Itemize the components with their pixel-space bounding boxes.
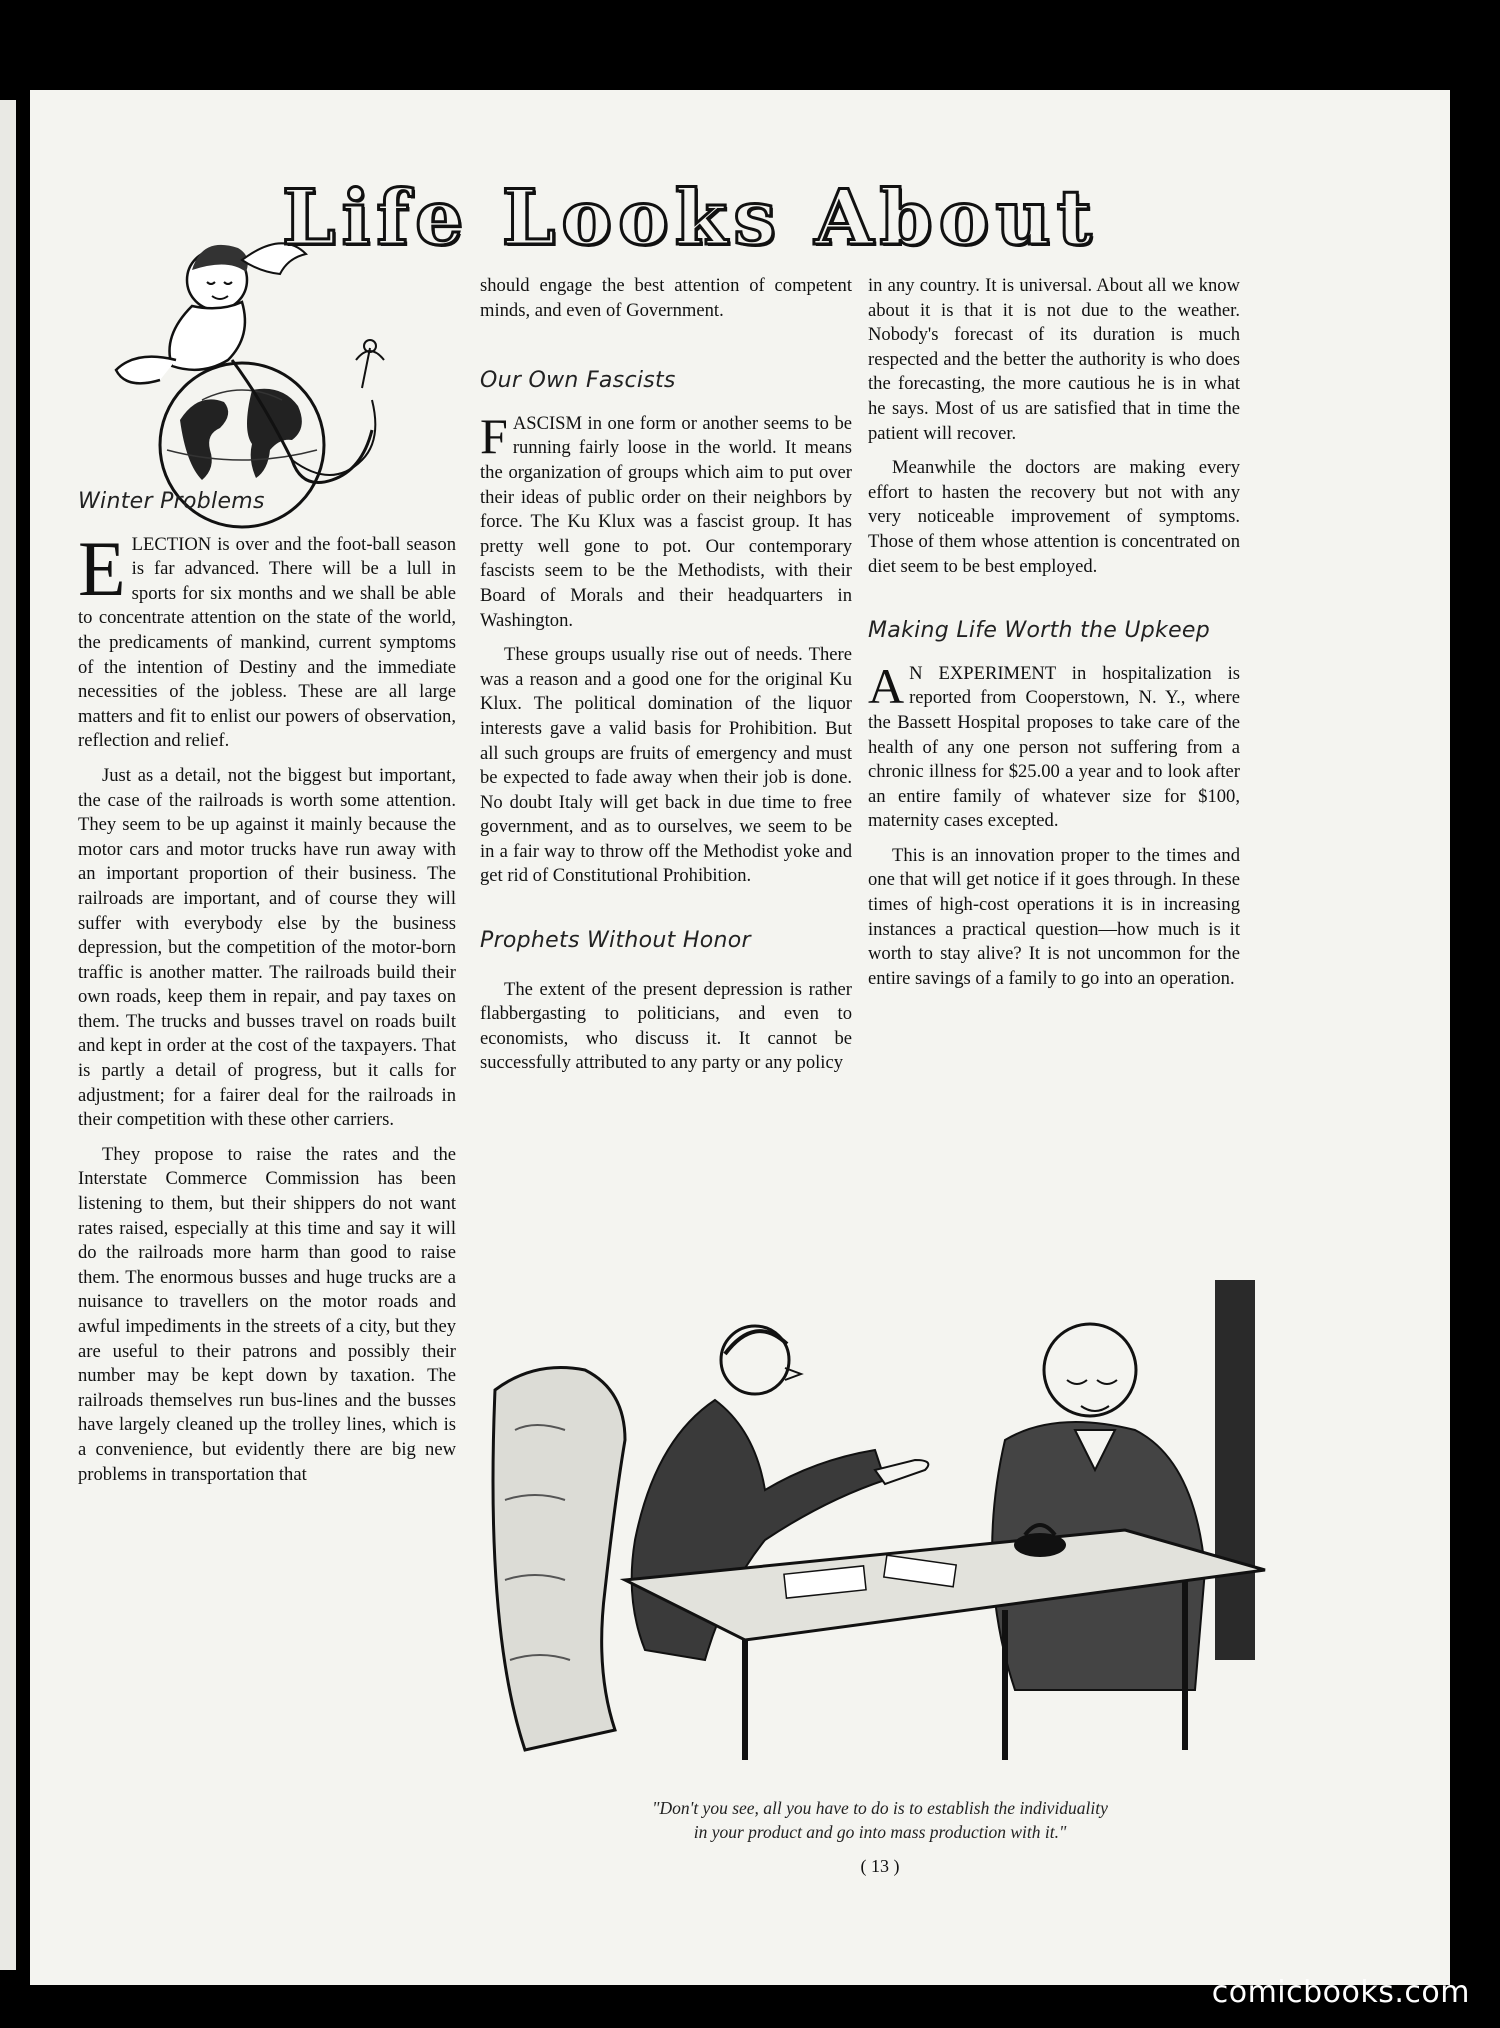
column-2 (480, 274, 852, 1086)
section-title-prophets-without-honor: Prophets Without Honor (480, 928, 751, 954)
section-title-winter-problems: Winter Problems (78, 489, 265, 514)
dropcap-f: F (480, 407, 508, 464)
prophets-paragraph-2: in any country. It is universal. About all we know about it is that it is not due to the weather. Nobody's forecast of its duration is much respected and the better the authority is who does the forecasting, the more cautious he is in what he says. Most of us are satisfied that in time the patient will recover. (868, 275, 1240, 444)
column-3 (868, 274, 1240, 1001)
prophets-paragraph-3: Meanwhile the doctors are making every effort to hasten the recovery but not with any very noticeable improvement of symptoms. Those of them whose attention is concentrated on diet seem to be best employed. (868, 457, 1240, 577)
upkeep-paragraph-2: This is an innovation proper to the times and one that will get notice if it goes through. In these times of high-cost operations it is in increasing instances a practical question—how much is it worth to stay alive? It is not uncommon for the entire savings of a family to go into an operation. (868, 844, 1240, 989)
site-watermark: comicbooks.com (1211, 1975, 1470, 2010)
cartoon-illustration (485, 1280, 1275, 1780)
caption-line-2: in your product and go into mass production with it." (693, 1822, 1067, 1842)
winter-paragraph-1: ELECTION is over and the foot-ball season is far advanced. There will be a lull in sports for six months and we shall be able to concentrate attention on the state of the world, the predicaments of mankind, current symptoms of the intention of Destiny and the immediate necessities of the jobless. These are all large matters and fit to enlist our powers of observation, reflection and relief. (78, 524, 456, 752)
winter-paragraph-3: They propose to raise the rates and the Interstate Commerce Commission has been listening to them, but their shippers do not want rates raised, especially at this time and say it will do the railroads more harm than good to raise them. The enormous busses and huge trucks are a nuisance to travellers on the motor roads and awful impediments in the streets of a city, but they are useful to their patrons and possibly their number may be kept down by taxation. The railroads themselves run bus-lines and the busses have largely cleaned up the trolley lines, which is a convenience, but evidently there are big new problems in transportation that (78, 1143, 456, 1485)
fascists-paragraph-2: These groups usually rise out of needs. There was a reason and a good one for the original Ku Klux. The political domination of the liquor interests gave a valid basis for Prohibition. But all such groups are fruits of emergency and must be expected to fade away when their job is done. No doubt Italy will get back in due time to free government, and as to ourselves, we seem to be in a fair way to throw off the Methodist yoke and get rid of Constitutional Prohibition. (480, 644, 852, 887)
dropcap-a: A (868, 657, 905, 714)
fascists-paragraph-1: FASCISM in one form or another seems to be running fairly loose in the world. It means the organization of groups which aim to put over their ideas of public order on their neighbors by force. The Ku Klux was a fascist group. It has pretty well gone to pot. Our contemporary fascists seem to be the Methodists, with their Board of Morals and their headquarters in Washington. (480, 407, 852, 631)
caption-line-1: "Don't you see, all you have to do is to establish the individuality (652, 1798, 1108, 1818)
upkeep-paragraph-1: A N EXPERIMENT in hospitalization is reported from Cooperstown, N. Y., where the Bassett Hospital proposes to take care of the health of any one person not suffering from a chronic illness for $25.00 a year and to look after an entire family of whatever size for $100, maternity cases excepted. (868, 657, 1240, 832)
prophets-paragraph-1: The extent of the present depression is rather flabbergasting to politicians, and even to economists, who discuss it. It cannot be successfully attributed to any party or any policy (480, 978, 852, 1074)
section-title-our-own-fascists: Our Own Fascists (480, 368, 676, 394)
page-number: ( 13 ) (860, 1856, 900, 1876)
section-title-making-life-worth-the-upkeep: Making Life Worth the Upkeep (868, 618, 1211, 644)
page-masthead: Life Looks About (282, 173, 1098, 262)
cherub-globe-illustration (92, 220, 432, 530)
dropcap-e: E (78, 524, 126, 612)
winter-paragraph-2: Just as a detail, not the biggest but important, the case of the railroads is worth some attention. They seem to be up against it mainly because the motor cars and motor trucks have run away with an important proportion of their business. The railroads are important, and of course they will suffer with everybody else by the business depression, but the competition of the motor-born traffic is another matter. The railroads build their own roads, keep them in repair, and pay taxes on them. The trucks and busses travel on roads built and kept in order at the cost of the taxpayers. That is partly a detail of progress, but it calls for adjustment; for a fairer deal for the railroads in their competition with these other carriers. (78, 764, 456, 1131)
winter-paragraph-4: should engage the best attention of competent minds, and even of Government. (480, 275, 852, 321)
adjacent-page-edge (0, 100, 16, 1970)
magazine-page (30, 90, 1450, 1985)
cartoon-caption (485, 1796, 1275, 1844)
column-1 (78, 490, 456, 1497)
